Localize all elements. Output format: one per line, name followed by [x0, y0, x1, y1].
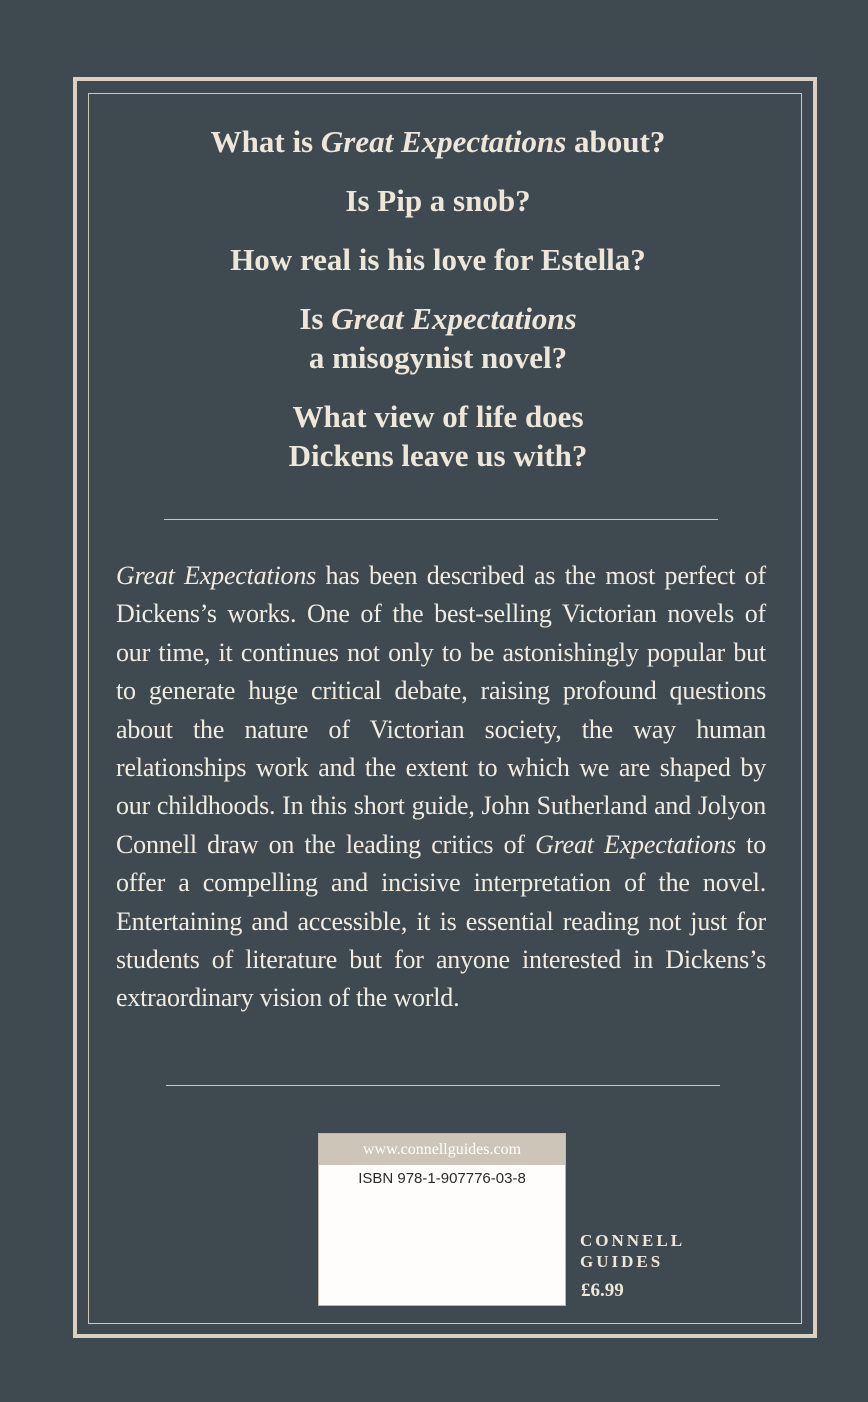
divider-bottom [166, 1085, 720, 1086]
question-list [100, 122, 776, 495]
price-label: £6.99 [581, 1280, 624, 1301]
book-title: Great Expectations [331, 301, 577, 336]
question-4: Is Great Expectations a misogynist novel? [299, 301, 577, 375]
website-url: www.connellguides.com [319, 1134, 565, 1165]
book-title: Great Expectations [535, 829, 736, 859]
isbn-number: ISBN 978-1-907776-03-8 [358, 1170, 526, 1187]
question-1: What is Great Expectations about? [210, 124, 666, 159]
book-title: Great Expectations [116, 561, 317, 590]
blurb-text: Great Expectations has been described as the most perfect of Dickens’s works. One of the best-selling Victorian novels of our time, it continues not only to be astonishingly popular but to generate huge critical debate, raising profound questions about the nature of Victorian society, the way human relationships work and the extent to which we are shaped by our childhoods. In this short guide, John Sutherland and Jolyon Connell draw on the leading critics of Great Expectations to offer a compelling and incisive interpretation of the novel. Entertaining and accessible, it is essential reading not just for students of literature but for anyone interested in Dickens’s extraordinary vision of the world. [116, 561, 767, 1013]
question-5: What view of life does Dickens leave us with? [288, 399, 588, 473]
barcode-box [318, 1133, 566, 1306]
divider-top [164, 519, 718, 520]
publisher-logo-text: CONNELL GUIDES [580, 1231, 686, 1271]
question-2: Is Pip a snob? [345, 183, 531, 218]
book-title: Great Expectations [320, 124, 567, 159]
question-3: How real is his love for Estella? [230, 242, 646, 277]
